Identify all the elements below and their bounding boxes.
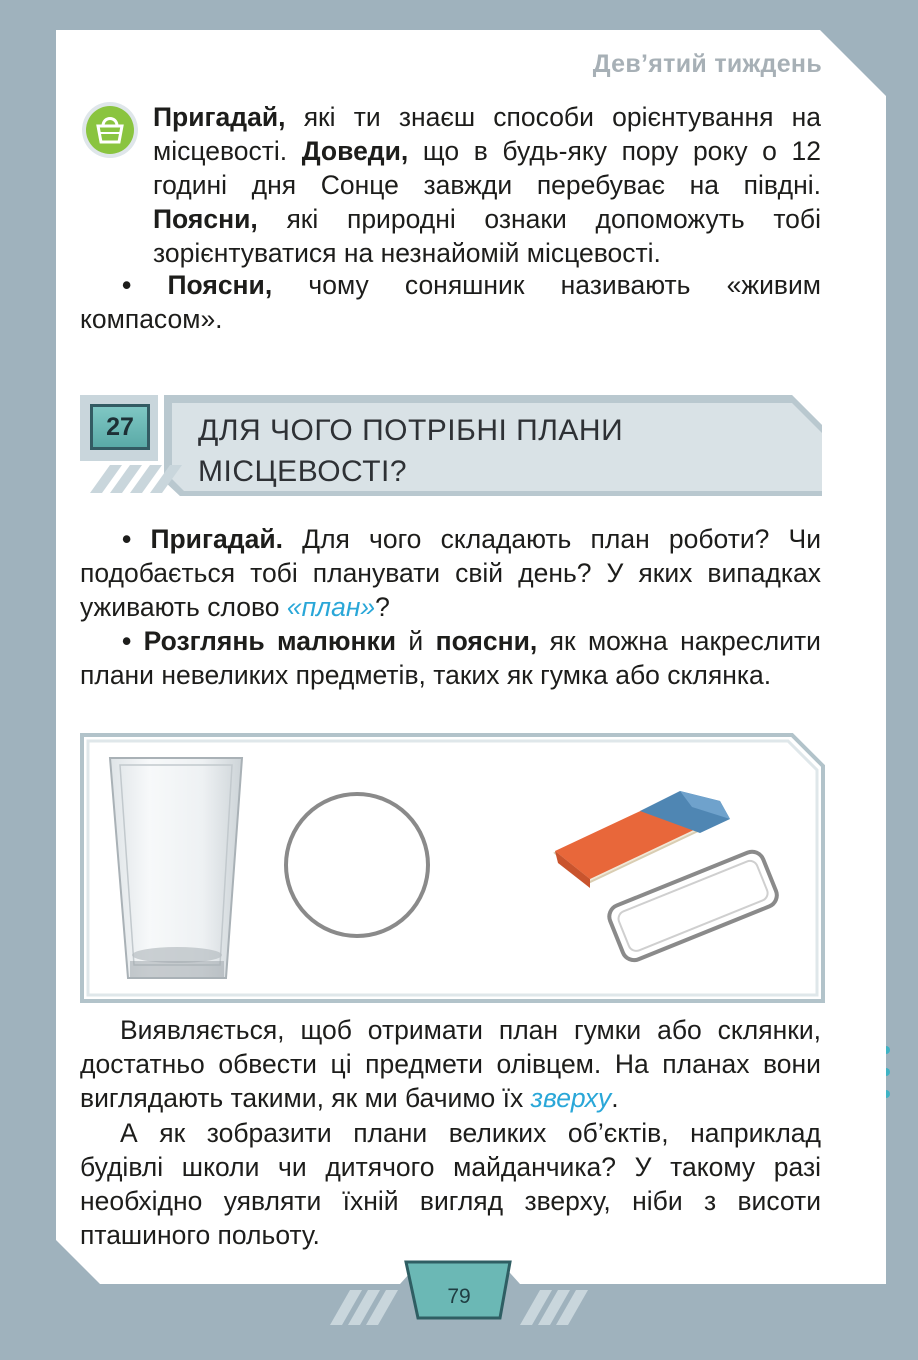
task-word-explain: Поясни,	[153, 204, 258, 234]
lesson-title	[198, 410, 758, 492]
bullet: •	[122, 270, 132, 300]
lesson-number-badge: 27	[90, 404, 150, 450]
bullet: •	[122, 524, 132, 554]
body-paragraph-recall: • Пригадай. Для чого складають план роботи? Чи подобається тобі планувати свій день? У яких випадках уживають слово «план»?	[80, 524, 821, 622]
glass-image	[110, 758, 242, 978]
running-header: Дев’ятий тиждень	[592, 50, 822, 78]
intro-paragraph-2: • Поясни, чому соняшник називають «живим компасом».	[80, 270, 821, 334]
body-paragraph-explanation: Виявляється, щоб отримати план гумки або склянки, достатньо обвести ці предмети олівцем. На планах вони виглядають такими, як ми бачимо їх зверху.	[80, 1015, 821, 1113]
intro-paragraph-1: Пригадай, які ти знаєш способи орієнтування на місцевості. Доведи, що в будь-яку пору року о 12 годині дня Сонце завжди перебуває на півдні. Поясни, які природні ознаки допоможуть тобі зорієнтуватися на незнайомій місцевості.	[153, 102, 821, 268]
lesson-title-line-2: МІСЦЕВОСТІ?	[198, 455, 408, 488]
illustration-panel	[80, 733, 825, 1003]
body-paragraph-look: • Розглянь малюнки й поясни, як можна накреслити плани невеликих предметів, таких як гумка або склянка.	[80, 626, 821, 690]
lesson-title-line-1: ДЛЯ ЧОГО ПОТРІБНІ ПЛАНИ	[198, 414, 624, 447]
shopping-basket-icon	[80, 100, 140, 160]
highlight-word-plan: «план»	[286, 592, 376, 622]
page-number: 79	[447, 1285, 471, 1308]
task-word-prove: Доведи,	[301, 136, 409, 166]
task-word-recall: Пригадай,	[153, 102, 286, 132]
bullet: •	[122, 626, 132, 656]
highlight-word-above: зверху	[530, 1083, 612, 1113]
body-paragraph-large-objects: А як зобразити плани великих об’єктів, наприклад будівлі школи чи дитячого майданчика? У такому разі необхідно уявляти їхній вигляд зверху, ніби з висоти пташиного польоту.	[80, 1118, 821, 1250]
